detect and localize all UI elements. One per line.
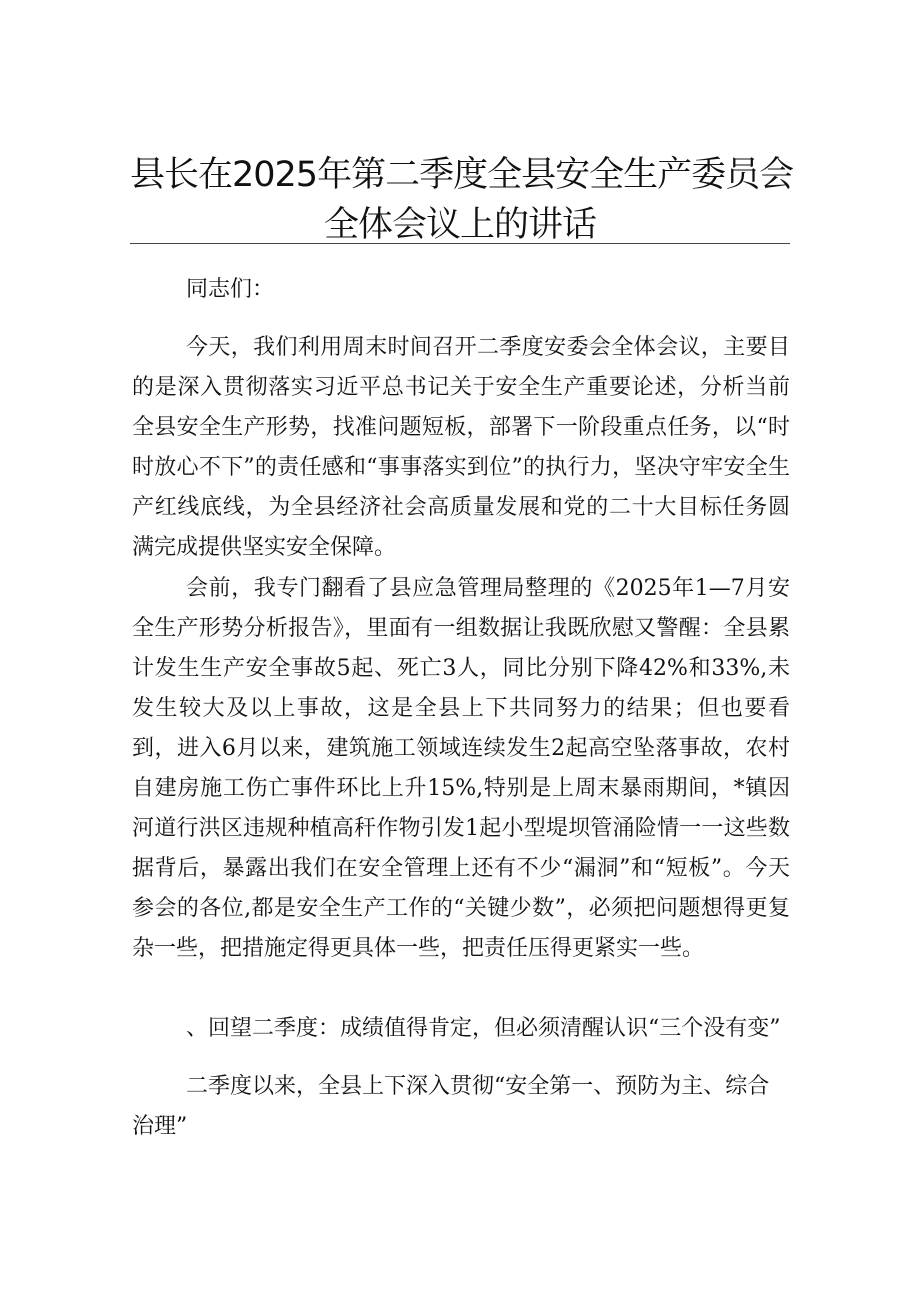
- section-paragraph: 二季度以来，全县上下深入贯彻“安全第一、预防为主、综合治理”: [132, 1074, 770, 1139]
- title-underline: [130, 243, 790, 244]
- title-line-1: 县长在2025年第二季度全县安全生产委员会: [130, 155, 794, 195]
- title-line-2: 全体会议上的讲话: [323, 205, 596, 245]
- paragraph-data-analysis: 会前，我专门翻看了县应急管理局整理的《2025年1—7月安全生产形势分析报告》，里面有一组数据让我既欣慰又警醒：全县累计发生生产安全事故5起、死亡3人，同比分别下降42%和33%,未发生较大及以上事故，这是全县上下共同努力的结果；但也要看到，进入6月以来，建筑施工领域连续发生2起高空坠落事故，农村自建房施工伤亡事件环比上升15%,特别是上周末暴雨期间，*镇因河道行洪区违规种植高秆作物引发1起小型堤坝管涌险情一一这些数据背后，暴露出我们在安全管理上还有不少“漏洞”和“短板”。今天参会的各位,都是安全生产工作的“关键少数”，必须把问题想得更复杂一些，把措施定得更具体一些，把责任压得更紧实一些。: [132, 576, 790, 961]
- section-heading: 、回望二季度：成绩值得肯定，但必须清醒认识“三个没有变”: [186, 1016, 781, 1041]
- document-title: [130, 150, 794, 250]
- paragraph-intro: 今天，我们利用周末时间召开二季度安委会全体会议，主要目的是深入贯彻落实习近平总书记关于安全生产重要论述，分析当前全县安全生产形势，找准问题短板，部署下一阶段重点任务，以“时时放心不下”的责任感和“事事落实到位”的执行力，坚决守牢安全生产红线底线，为全县经济社会高质量发展和党的二十大目标任务圆满完成提供坚实安全保障。: [132, 335, 790, 560]
- greeting: 同志们：: [186, 277, 275, 302]
